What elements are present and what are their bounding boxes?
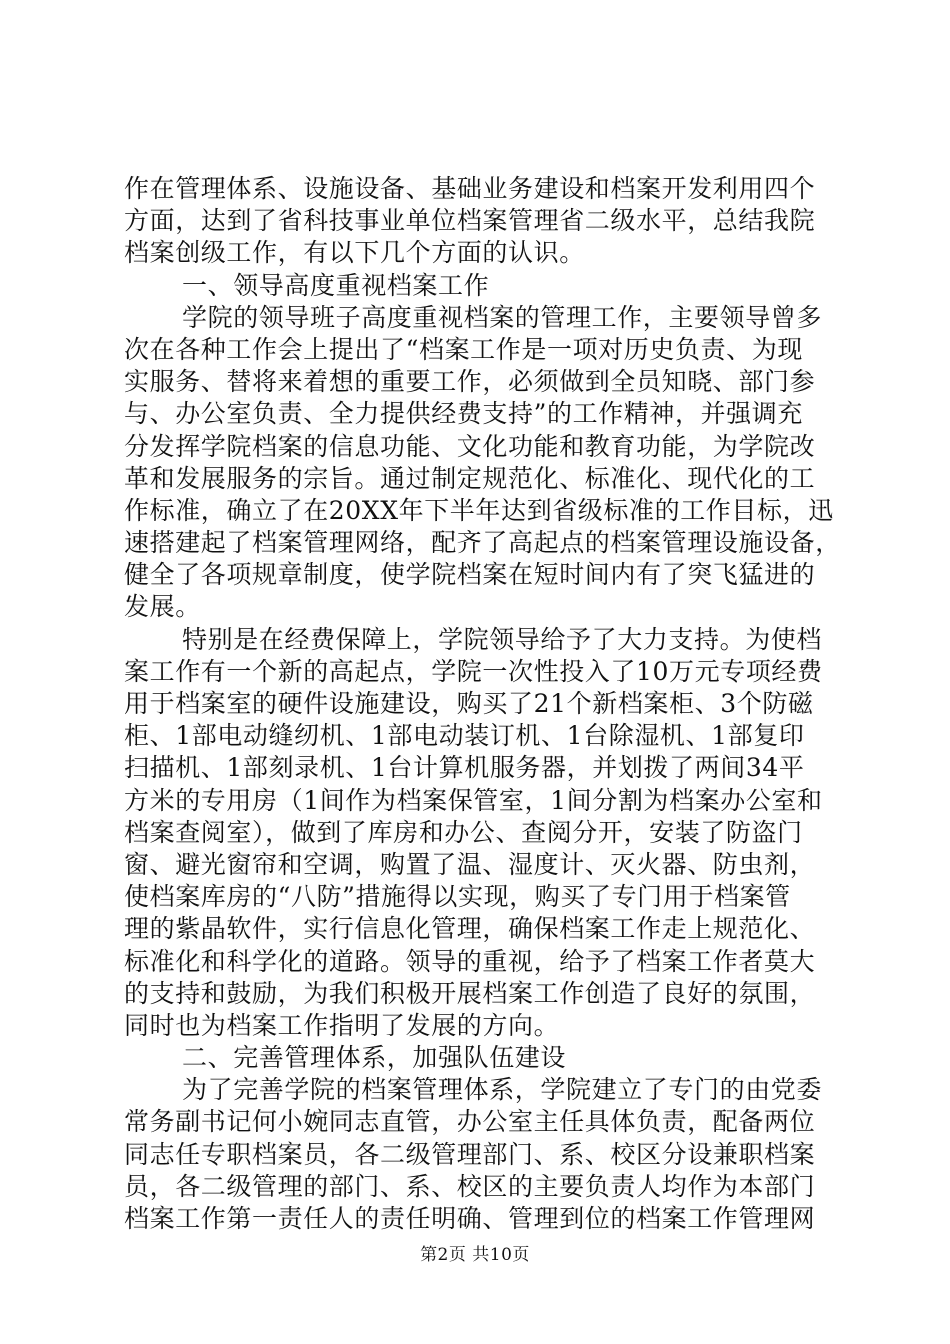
text-line: 发展。 bbox=[124, 592, 201, 622]
text-line: 作标准，确立了在20XX年下半年达到省级标准的工作目标，迅 bbox=[124, 495, 834, 525]
text-line: 档案查阅室），做到了库房和办公、查阅分开，安装了防盗门 bbox=[124, 817, 803, 847]
text-line: 档案创级工作，有以下几个方面的认识。 bbox=[124, 238, 585, 268]
text-line: 一、领导高度重视档案工作 bbox=[182, 270, 490, 300]
text-line: 为了完善学院的档案管理体系，学院建立了专门的由党委 bbox=[182, 1075, 823, 1105]
text-line: 方面，达到了省科技事业单位档案管理省二级水平，总结我院 bbox=[124, 206, 816, 236]
text-line: 使档案库房的“八防”措施得以实现，购买了专门用于档案管 bbox=[124, 882, 791, 912]
text-line: 同时也为档案工作指明了发展的方向。 bbox=[124, 1010, 560, 1040]
text-line: 标准化和科学化的道路。领导的重视，给予了档案工作者莫大 bbox=[124, 946, 816, 976]
text-line: 速搭建起了档案管理网络，配齐了高起点的档案管理设施设备， bbox=[124, 528, 841, 558]
text-line: 次在各种工作会上提出了“档案工作是一项对历史负责、为现 bbox=[124, 334, 803, 364]
text-line: 健全了各项规章制度，使学院档案在短时间内有了突飞猛进的 bbox=[124, 560, 816, 590]
text-line: 的支持和鼓励，为我们积极开展档案工作创造了良好的氛围， bbox=[124, 978, 816, 1008]
text-line: 与、办公室负责、全力提供经费支持”的工作精神，并强调充 bbox=[124, 399, 803, 429]
text-line: 柜、1部电动缝纫机、1部电动装订机、1台除湿机、1部复印 bbox=[124, 721, 805, 751]
text-line: 用于档案室的硬件设施建设，购买了21个新档案柜、3个防磁 bbox=[124, 689, 814, 718]
text-line: 二、完善管理体系，加强队伍建设 bbox=[182, 1043, 567, 1073]
text-line: 学院的领导班子高度重视档案的管理工作，主要领导曾多 bbox=[182, 302, 823, 332]
text-line: 常务副书记何小婉同志直管，办公室主任具体负责，配备两位 bbox=[124, 1107, 816, 1137]
page-footer: 第2页 共10页 bbox=[420, 1245, 530, 1265]
text-line: 分发挥学院档案的信息功能、文化功能和教育功能，为学院改 bbox=[124, 431, 816, 461]
text-line: 作在管理体系、设施设备、基础业务建设和档案开发利用四个 bbox=[124, 174, 816, 203]
text-line: 窗、避光窗帘和空调，购置了温、湿度计、灭火器、防虫剂， bbox=[124, 849, 816, 879]
text-line: 同志任专职档案员，各二级管理部门、系、校区分设兼职档案 bbox=[124, 1139, 816, 1169]
text-line: 档案工作第一责任人的责任明确、管理到位的档案工作管理网 bbox=[124, 1204, 816, 1233]
text-line: 案工作有一个新的高起点，学院一次性投入了10万元专项经费 bbox=[124, 656, 823, 686]
document-body bbox=[124, 173, 841, 1235]
text-line: 理的紫晶软件，实行信息化管理，确保档案工作走上规范化、 bbox=[124, 914, 816, 944]
text-line: 特别是在经费保障上，学院领导给予了大力支持。为使档 bbox=[182, 624, 823, 654]
text-line: 方米的专用房（1间作为档案保管室，1间分割为档案办公室和 bbox=[124, 785, 823, 815]
text-line: 革和发展服务的宗旨。通过制定规范化、标准化、现代化的工 bbox=[124, 463, 816, 493]
text-line: 扫描机、1部刻录机、1台计算机服务器，并划拨了两间34平 bbox=[124, 753, 805, 783]
text-line: 员，各二级管理的部门、系、校区的主要负责人均作为本部门 bbox=[124, 1171, 816, 1201]
text-line: 实服务、替将来着想的重要工作，必须做到全员知晓、部门参 bbox=[124, 367, 816, 397]
